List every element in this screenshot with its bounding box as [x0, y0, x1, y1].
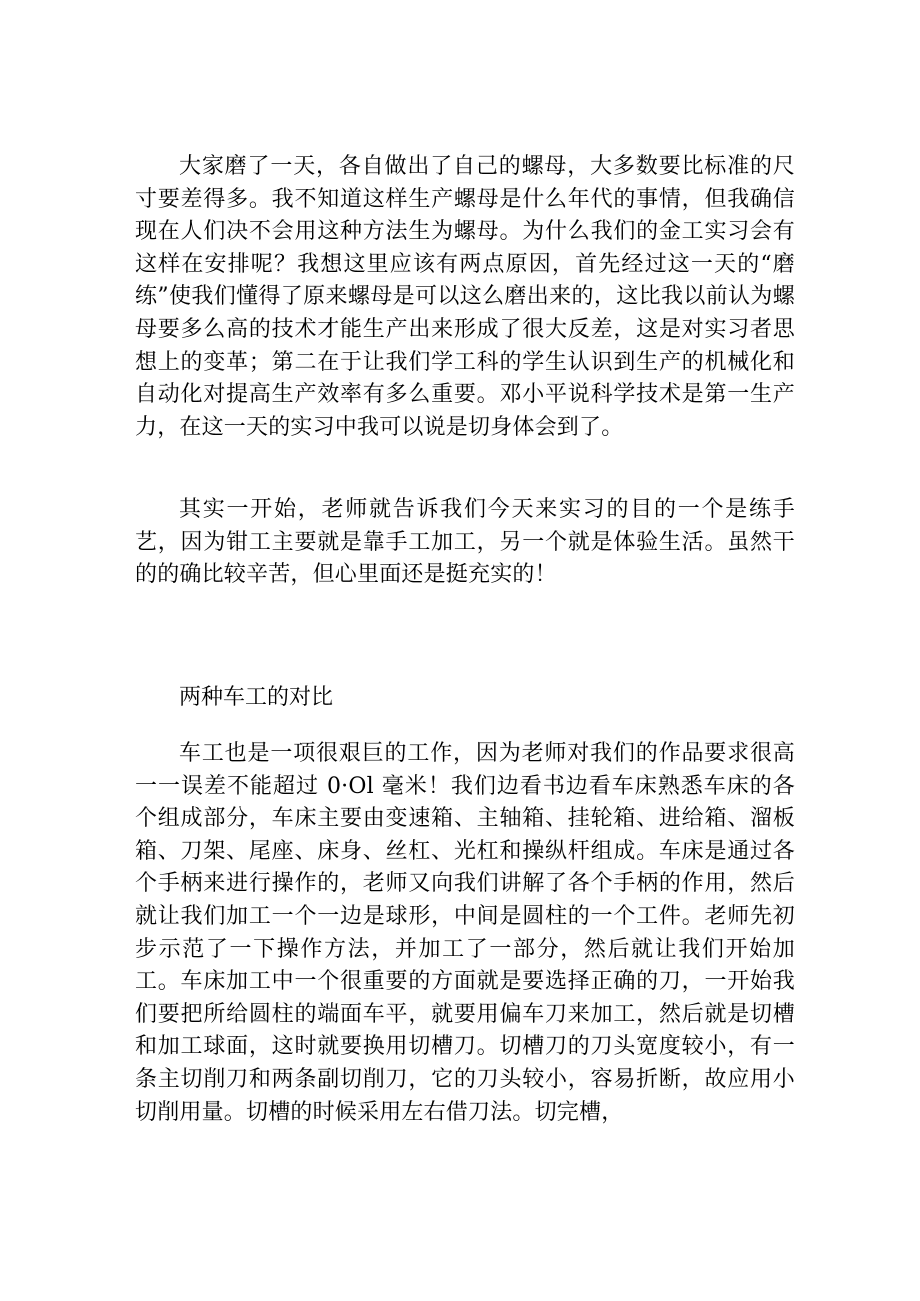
body-paragraph-lathe-work: 车工也是一项很艰巨的工作，因为老师对我们的作品要求很高一一误差不能超过 0·Ol 毫米！我们边看书边看车床熟悉车床的各个组成部分，车床主要由变速箱、主轴箱、挂轮箱、进给箱、溜板箱、刀架、尾座、床身、丝杠、光杠和操纵杆组成。车床是通过各个手柄来进行操作的，老师又向我们讲解了各个手柄的作用，然后就让我们加工一个一边是球形，中间是圆柱的一个工件。老师先初步示范了一下操作方法，并加工了一部分，然后就让我们开始加工。车床加工中一个很重要的方面就是要选择正确的刀，一开始我们要把所给圆柱的端面车平，就要用偏车刀来加工，然后就是切槽和加工球面，这时就要换用切槽刀。切槽刀的刀头宽度较小，有一条主切削刀和两条副切削刀，它的刀头较小，容易折断，故应用小切削用量。切槽的时候采用左右借刀法。切完槽， [135, 741, 795, 1125]
body-paragraph-nut-grinding: 大家磨了一天，各自做出了自己的螺母，大多数要比标准的尺寸要差得多。我不知道这样生产螺母是什么年代的事情，但我确信现在人们决不会用这种方法生为螺母。为什么我们的金工实习会有这样在安排呢？我想这里应该有两点原因，首先经过这一天的“磨练”使我们懂得了原来螺母是可以这么磨出来的，这比我以前认为螺母要多么高的技术才能生产出来形成了很大反差，这是对实习者思想上的变革；第二在于让我们学工科的学生认识到生产的机械化和自动化对提高生产效率有多么重要。邓小平说科学技术是第一生产力，在这一天的实习中我可以说是切身体会到了。 [135, 154, 795, 440]
section-heading: 两种车工的对比 [179, 685, 334, 710]
body-paragraph-fitter-purpose: 其实一开始，老师就告诉我们今天来实习的目的一个是练手艺，因为钳工主要就是靠手工加工，另一个就是体验生活。虽然干的的确比较辛苦，但心里面还是挺充实的！ [135, 497, 795, 588]
